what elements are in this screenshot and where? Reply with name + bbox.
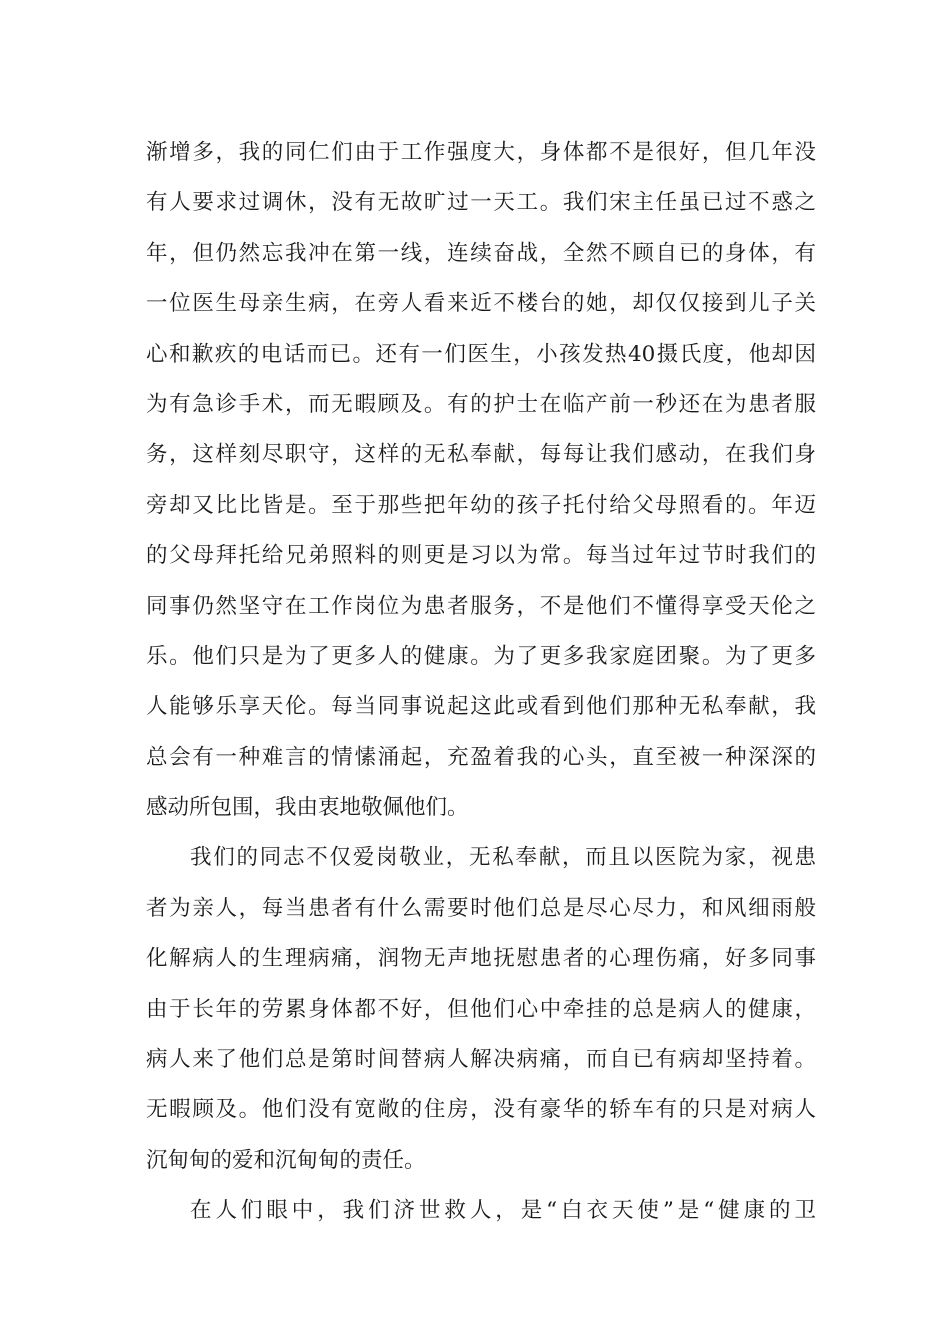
document-body	[146, 128, 816, 1237]
text-line: 乐。他们只是为了更多人的健康。为了更多我家庭团聚。为了更多	[146, 643, 816, 669]
text-line: 人能够乐享天伦。每当同事说起这此或看到他们那种无私奉献，我	[146, 694, 816, 720]
paragraph-3	[146, 1186, 816, 1236]
paragraph-2	[146, 833, 816, 1186]
text-line: 心和歉疚的电话而已。还有一们医生，小孩发热40摄氏度，他却因	[146, 341, 816, 367]
text-line: 沉甸甸的爱和沉甸甸的责任。	[146, 1147, 426, 1173]
text-line: 者为亲人，每当患者有什么需要时他们总是尽心尽力，和风细雨般	[146, 895, 816, 921]
text-line: 一位医生母亲生病，在旁人看来近不楼台的她，却仅仅接到儿子关	[146, 291, 816, 317]
text-line: 我们的同志不仅爱岗敬业，无私奉献，而且以医院为家，视患	[190, 845, 816, 871]
text-line: 化解病人的生理病痛，润物无声地抚慰患者的心理伤痛，好多同事	[146, 946, 816, 972]
text-line: 旁却又比比皆是。至于那些把年幼的孩子托付给父母照看的。年迈	[146, 492, 816, 518]
text-line: 感动所包围，我由衷地敬佩他们。	[146, 795, 469, 821]
text-line: 同事仍然坚守在工作岗位为患者服务，不是他们不懂得享受天伦之	[146, 593, 816, 619]
paragraph-1	[146, 128, 816, 833]
text-line: 有人要求过调休，没有无故旷过一天工。我们宋主任虽已过不惑之	[146, 190, 816, 216]
text-line: 务，这样刻尽职守，这样的无私奉献，每每让我们感动，在我们身	[146, 442, 816, 468]
text-line: 的父母拜托给兄弟照料的则更是习以为常。每当过年过节时我们的	[146, 543, 816, 569]
text-line: 渐增多，我的同仁们由于工作强度大，身体都不是很好，但几年没	[146, 140, 816, 165]
text-line: 在人们眼中，我们济世救人，是“白衣天使”是“健康的卫	[190, 1198, 816, 1224]
text-line: 由于长年的劳累身体都不好，但他们心中牵挂的总是病人的健康，	[146, 996, 816, 1022]
text-line: 总会有一种难言的情愫涌起，充盈着我的心头，直至被一种深深的	[146, 744, 816, 770]
text-line: 年，但仍然忘我冲在第一线，连续奋战，全然不顾自已的身体，有	[146, 240, 816, 266]
text-line: 病人来了他们总是第时间替病人解决病痛，而自已有病却坚持着。	[146, 1047, 816, 1073]
text-line: 无暇顾及。他们没有宽敞的住房，没有豪华的轿车有的只是对病人	[146, 1097, 816, 1123]
text-line: 为有急诊手术，而无暇顾及。有的护士在临产前一秒还在为患者服	[146, 391, 816, 417]
